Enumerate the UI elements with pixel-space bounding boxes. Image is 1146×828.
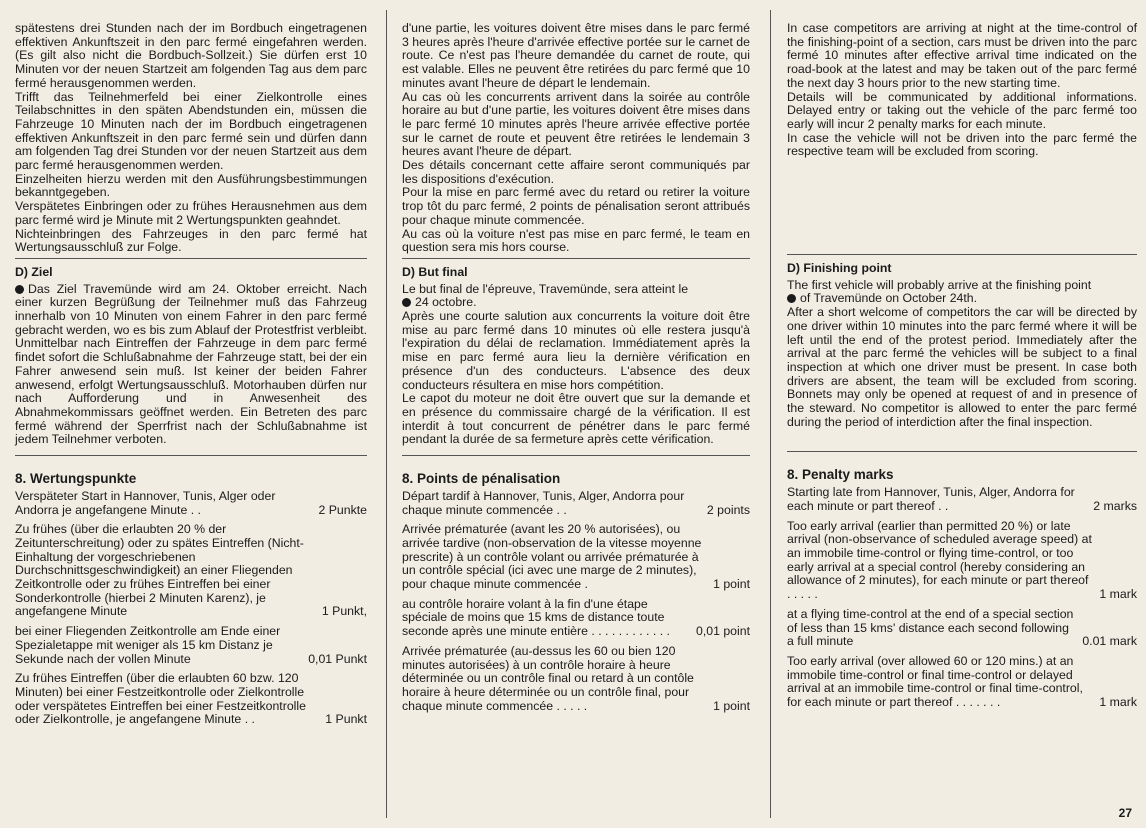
text: The first vehicle will probably arrive at the finishing point <box>787 277 1092 292</box>
divider <box>787 254 1137 255</box>
divider <box>15 455 367 456</box>
penalty-row <box>787 655 1137 710</box>
paragraph: spätestens drei Stunden nach der im Bordbuch eingetragenen effektiven Ankunftszeit in den parc fermé eingefahren werden. (Es gilt also nicht die Bordbuch-Sollzeit.) Sie dürfen erst 10 Minuten vor der neuen Startzeit am folgenden Tag aus dem parc fermé herausgenommen werden. <box>15 21 367 90</box>
text: Das Ziel Travemünde wird am 24. Oktober erreicht. Nach einer kurzen Begrüßung der Teilnehmer muß das Fahrzeug innerhalb von 10 Minuten von einem Fahrer in den parc fermé gebracht werden, wo es bis zum Ablauf der Protestfrist verbleibt. Unmittelbar nach Eintreffen der Fahrzeuge in dem parc fermé findet sofort die Schlußabnahme der Fahrzeuge statt, bei der ein Fahrer anwesend sein muß. Ist keiner der beiden Fahrer anwesend, erfolgt Wertungsausschluß. Motorhauben dürfen nur nach Aufforderung und in Anwesenheit des Abnahmekommissars geöffnet werden. Ein Betreten des parc fermé während der Sperrfrist nach der Schlußabnahme ist jedem Teilnehmer verboten. <box>15 281 367 447</box>
paragraph: Après une courte salution aux concurrents la voiture doit être mise au parc fermé dans 10 minutes où elle restera jusqu'à l'expiration du délai de reclamation. Immédiatement après la mise en parc fermé aura lieu la dernière vérification en présence d'un des conducteurs. L'absence des deux conducteurs résultera en mise hors compétition. <box>402 309 750 392</box>
paragraph: Le capot du moteur ne doit être ouvert que sur la demande et en présence du commissaire chargé de la vérification. Il est interdit à tout concurrent de pénétrer dans le parc fermé pendant la durée de sa fermeture après cette vérification. <box>402 391 750 447</box>
text: 24 octobre. <box>415 295 477 310</box>
penalty-row <box>15 523 367 619</box>
paragraph: Einzelheiten hierzu werden mit den Ausführungsbestimmungen bekanntgegeben. <box>15 171 367 200</box>
bullet-icon <box>15 285 24 294</box>
penalty-row <box>15 625 367 666</box>
paragraph: Des détails concernant cette affaire seront communiqués par les dispositions d'exécution. <box>402 158 750 186</box>
penalty-row <box>787 608 1137 649</box>
penalty-mark: 2 points <box>706 502 750 517</box>
column-divider <box>770 10 771 818</box>
penalty-mark: 1 mark <box>1099 695 1137 710</box>
paragraph: After a short welcome of competitors the car will be directed by one driver within 10 minutes into the parc fermé where it will be left until the end of the protest period. Immediately after the arrival at the parc fermé the vehicles will be subject to a final inspection at which one driver must be present. In case both drivers are absent, the team will be excluded from scoring. Bonnets may only be opened at request of and in presence of the steward. No competitor is allowed to enter the parc fermé during the period of interdiction after the final inspection. <box>787 305 1137 429</box>
paragraph: In case competitors are arriving at night at the time-control of the finishing-point of a section, cars must be driven into the parc fermé 10 minutes after effective arrival time indicated on the road-book at the latest and may be taken out of the parc fermé the next day 3 hours prior to the new starting time. <box>787 21 1137 90</box>
penalty-mark: 2 marks <box>1093 498 1137 513</box>
penalty-mark: 1 point <box>713 698 750 713</box>
penalty-mark: 1 Punkt <box>325 712 367 727</box>
penalty-row <box>402 490 750 517</box>
penalty-row <box>402 598 750 639</box>
section-heading: 8. Points de pénalisation <box>402 471 561 487</box>
penalty-row <box>402 523 750 592</box>
paragraph: Au cas où la voiture n'est pas mise en parc fermé, le team en question sera mis hors course. <box>402 226 750 255</box>
section-heading: D) Finishing point <box>787 261 892 276</box>
bullet-icon <box>787 294 796 303</box>
penalty-mark: 1 Punkt, <box>321 604 367 619</box>
divider <box>15 258 367 259</box>
penalty-row <box>787 486 1137 513</box>
divider <box>787 451 1137 452</box>
penalty-desc: Zu frühes Eintreffen (über die erlaubten 60 bzw. 120 Minuten) bei einer Festzeitkontrolle oder Zielkontrolle oder verspätetes Eintreffen bei einer Festzeitkontrolle oder Zielkontrolle, je angefangene Minute . . <box>15 671 306 727</box>
english-column <box>787 22 1137 716</box>
paragraph <box>15 283 367 447</box>
penalty-desc: Arrivée prématurée (avant les 20 % autorisées), ou arrivée tardive (non-observation de la vitesse moyenne prescrite) à un contrôle volant ou arrivée prématurée à un contrôle spécial (ici avec une marge de 2 minutes), pour chaque minute commencée . <box>402 522 702 592</box>
text: of Travemünde on October 24th. <box>800 291 978 306</box>
penalty-mark: 0,01 point <box>695 624 750 639</box>
text: Le but final de l'épreuve, Travemünde, sera atteint le <box>402 281 689 296</box>
paragraph: Trifft das Teilnehmerfeld bei einer Zielkontrolle eines Teilabschnittes in den späten Abendstunden ein, müssen die Fahrzeuge 10 Minuten nach der im Bordbuch eingetragenen effektiven Ankunftszeit in den parc fermé sein und dürfen dann am folgenden Tag drei Stunden vor der neuen Startzeit aus dem parc fermé herausgenommen werden. <box>15 89 367 173</box>
penalty-mark: 1 point <box>713 577 750 592</box>
penalty-mark: 1 mark <box>1099 587 1137 602</box>
penalty-row <box>402 645 750 714</box>
section-heading: 8. Penalty marks <box>787 467 894 483</box>
german-column <box>15 22 367 733</box>
penalty-mark: 0,01 Punkt <box>308 651 367 666</box>
section-heading: D) Ziel <box>15 264 53 279</box>
paragraph: Details will be communicated by additional informations. Delayed entry or taking out the vehicle of the parc fermé too early will incur 2 penalty marks for each minute. <box>787 89 1137 131</box>
paragraph: d'une partie, les voitures doivent être mises dans le parc fermé 3 heures après l'heure d'arrivée effective portée sur le carnet de route. Ce n'est pas l'heure demandée du carnet de route, qui est valable. Elles ne peuvent être retirées du parc fermé que 10 minutes avant l'heure de départ le lendemain. <box>402 21 750 90</box>
french-column <box>402 22 750 719</box>
penalty-row <box>15 672 367 727</box>
penalty-desc: Too early arrival (over allowed 60 or 120 mins.) at an immobile time-control or final time-control or delayed arrival at an immobile time-control or final time-control, for each minute or part thereof . . . . . . . <box>787 653 1083 710</box>
penalty-row <box>15 490 367 517</box>
penalty-desc: Too early arrival (earlier than permitted 20 %) or late arrival (non-observance of scheduled average speed) at an immobile time-control or flying time-control, or too early arrival at a special control (hereby considering an allowance of 2 minutes), for each minute or part thereof . . . . . <box>787 518 1092 602</box>
penalty-desc: Départ tardif à Hannover, Tunis, Alger, Andorra pour chaque minute commencée . . <box>402 488 685 517</box>
paragraph: Nichteinbringen des Fahrzeuges in den parc fermé hat Wertungsausschluß zur Folge. <box>15 226 367 255</box>
penalty-desc: au contrôle horaire volant à la fin d'une étape spéciale de moins que 15 kms de distance toute seconde après une minute entière . . . . . . . . . . . . <box>402 596 670 639</box>
penalty-row <box>787 520 1137 602</box>
paragraph: Au cas où les concurrents arrivent dans la soirée au contrôle horaire au but d'une partie, les voitures doivent être mises dans le parc fermé 10 minutes après l'heure arrivée effective portée sur le carnet de route et peuvent être retirées le lendemain 3 heures avant l'heure de départ. <box>402 89 750 159</box>
penalty-desc: Starting late from Hannover, Tunis, Alger, Andorra for each minute or part thereof . . <box>787 485 1075 513</box>
penalty-desc: Verspäteter Start in Hannover, Tunis, Alger oder Andorra je angefangene Minute . . <box>15 488 276 517</box>
column-divider <box>386 10 387 818</box>
divider <box>402 258 750 259</box>
paragraph: Verspätetes Einbringen oder zu frühes Herausnehmen aus dem parc fermé wird je Minute mit 2 Wertungspunkten geahndet. <box>15 199 367 227</box>
paragraph: Pour la mise en parc fermé avec du retard ou retirer la voiture trop tôt du parc fermé, 2 points de pénalisation seront attribués pour chaque minute commencée. <box>402 185 750 227</box>
section-heading: 8. Wertungspunkte <box>15 471 137 487</box>
section-heading: D) But final <box>402 264 468 279</box>
penalty-desc: at a flying time-control at the end of a special section of less than 15 kms' distance each second following a full minute <box>787 606 1074 649</box>
paragraph: In case the vehicle will not be driven into the parc fermé the respective team will be excluded from scoring. <box>787 130 1137 159</box>
divider <box>402 455 750 456</box>
penalty-desc: bei einer Fliegenden Zeitkontrolle am Ende einer Spezialetappe mit weniger als 15 km Distanz je Sekunde nach der vollen Minute <box>15 624 281 666</box>
penalty-desc: Arrivée prématurée (au-dessus les 60 ou bien 120 minutes autorisées) à un contrôle horaire à heure déterminée ou un contrôle final ou retard à un contôle horaire à heure déterminée ou un contrôle final, pour chaque minute commencée . . . . . <box>402 643 694 713</box>
bullet-icon <box>402 298 411 307</box>
page-number: 27 <box>1118 806 1132 820</box>
penalty-mark: 2 Punkte <box>318 502 367 517</box>
paragraph <box>787 279 1137 306</box>
penalty-mark: 0.01 mark <box>1082 634 1137 649</box>
paragraph <box>402 283 750 310</box>
penalty-desc: Zu frühes (über die erlaubten 20 % der Zeitunterschreitung) oder zu spätes Eintreffen (Nicht-Einhaltung der vorgeschriebenen Durchschnittsgeschwindigkeit) an einer Fliegenden Zeitkontrolle oder zu frühes Eintreffen bei einer Sonderkontrolle (hierbei 2 Minuten Karenz), je angefangene Minute <box>15 522 304 619</box>
